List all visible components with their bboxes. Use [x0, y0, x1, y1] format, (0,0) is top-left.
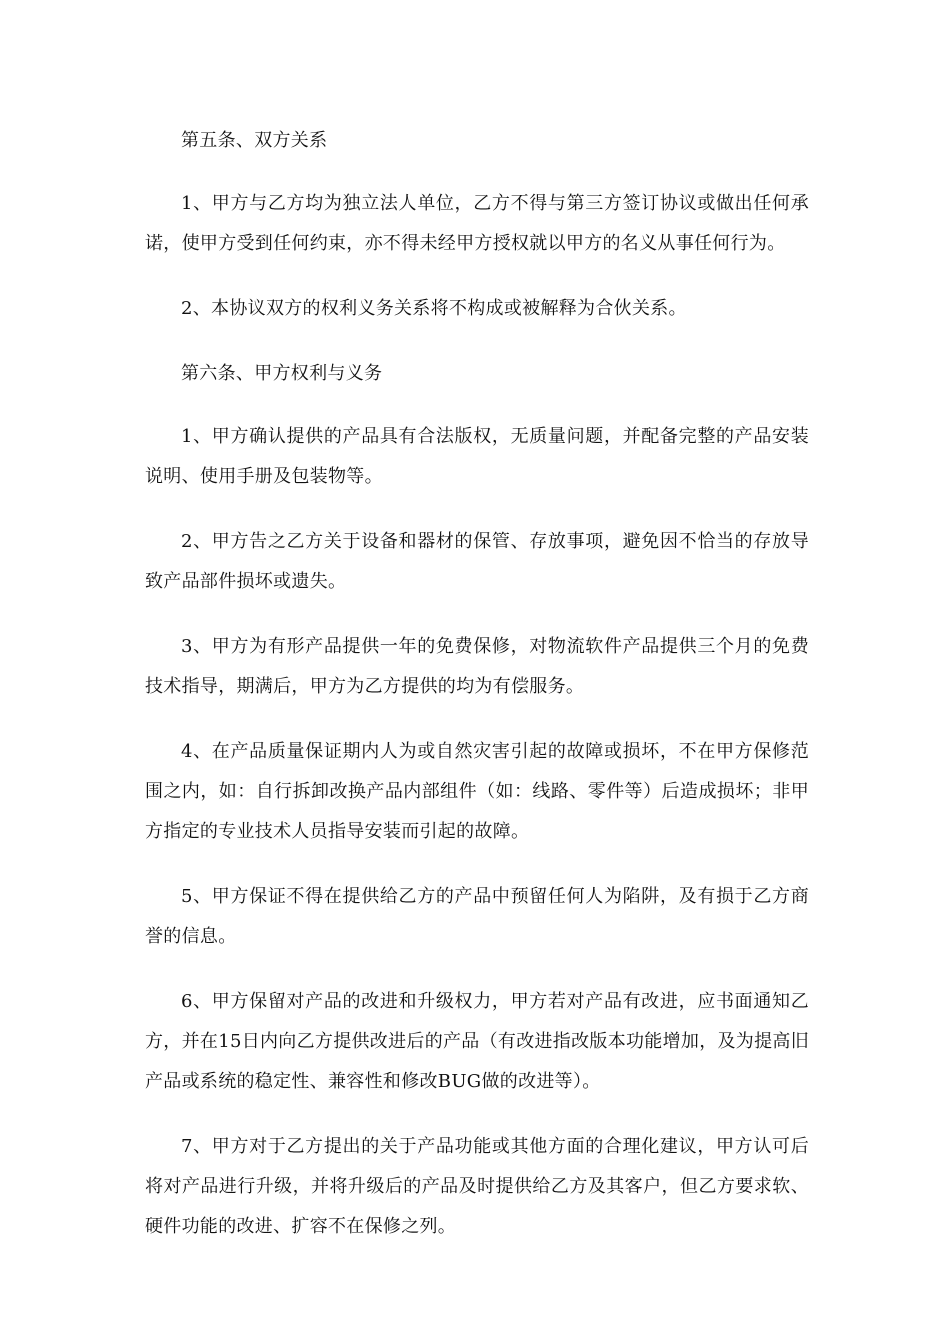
- clause-5-1: 1、甲方与乙方均为独立法人单位，乙方不得与第三方签订协议或做出任何承诺，使甲方受到任何约束，亦不得未经甲方授权就以甲方的名义从事任何行为。: [145, 193, 809, 254]
- clause-6-2: 2、甲方告之乙方关于设备和器材的保管、存放事项，避免因不恰当的存放导致产品部件损坏或遗失。: [145, 531, 809, 592]
- clause-6-7: 7、甲方对于乙方提出的关于产品功能或其他方面的合理化建议，甲方认可后将对产品进行升级，并将升级后的产品及时提供给乙方及其客户，但乙方要求软、硬件功能的改进、扩容不在保修之列。: [145, 1136, 809, 1237]
- document-body: [145, 121, 809, 1272]
- clause-5-2: 2、本协议双方的权利义务关系将不构成或被解释为合伙关系。: [181, 298, 687, 319]
- clause-6-5: 5、甲方保证不得在提供给乙方的产品中预留任何人为陷阱，及有损于乙方商誉的信息。: [145, 886, 809, 947]
- clause-6-1: 1、甲方确认提供的产品具有合法版权，无质量问题，并配备完整的产品安装说明、使用手册及包装物等。: [145, 426, 809, 487]
- section-heading-6: 第六条、甲方权利与义务: [181, 363, 383, 384]
- clause-6-3: 3、甲方为有形产品提供一年的免费保修，对物流软件产品提供三个月的免费技术指导，期满后，甲方为乙方提供的均为有偿服务。: [145, 636, 809, 697]
- clause-6-6: 6、甲方保留对产品的改进和升级权力，甲方若对产品有改进，应书面通知乙方，并在15日内向乙方提供改进后的产品（有改进指改版本功能增加，及为提高旧产品或系统的稳定性、兼容性和修改BUG做的改进等）。: [145, 991, 810, 1092]
- section-heading-5: 第五条、双方关系: [181, 130, 328, 151]
- clause-6-4: 4、在产品质量保证期内人为或自然灾害引起的故障或损坏，不在甲方保修范围之内，如：自行拆卸改换产品内部组件（如：线路、零件等）后造成损坏；非甲方指定的专业技术人员指导安装而引起的故障。: [145, 741, 809, 842]
